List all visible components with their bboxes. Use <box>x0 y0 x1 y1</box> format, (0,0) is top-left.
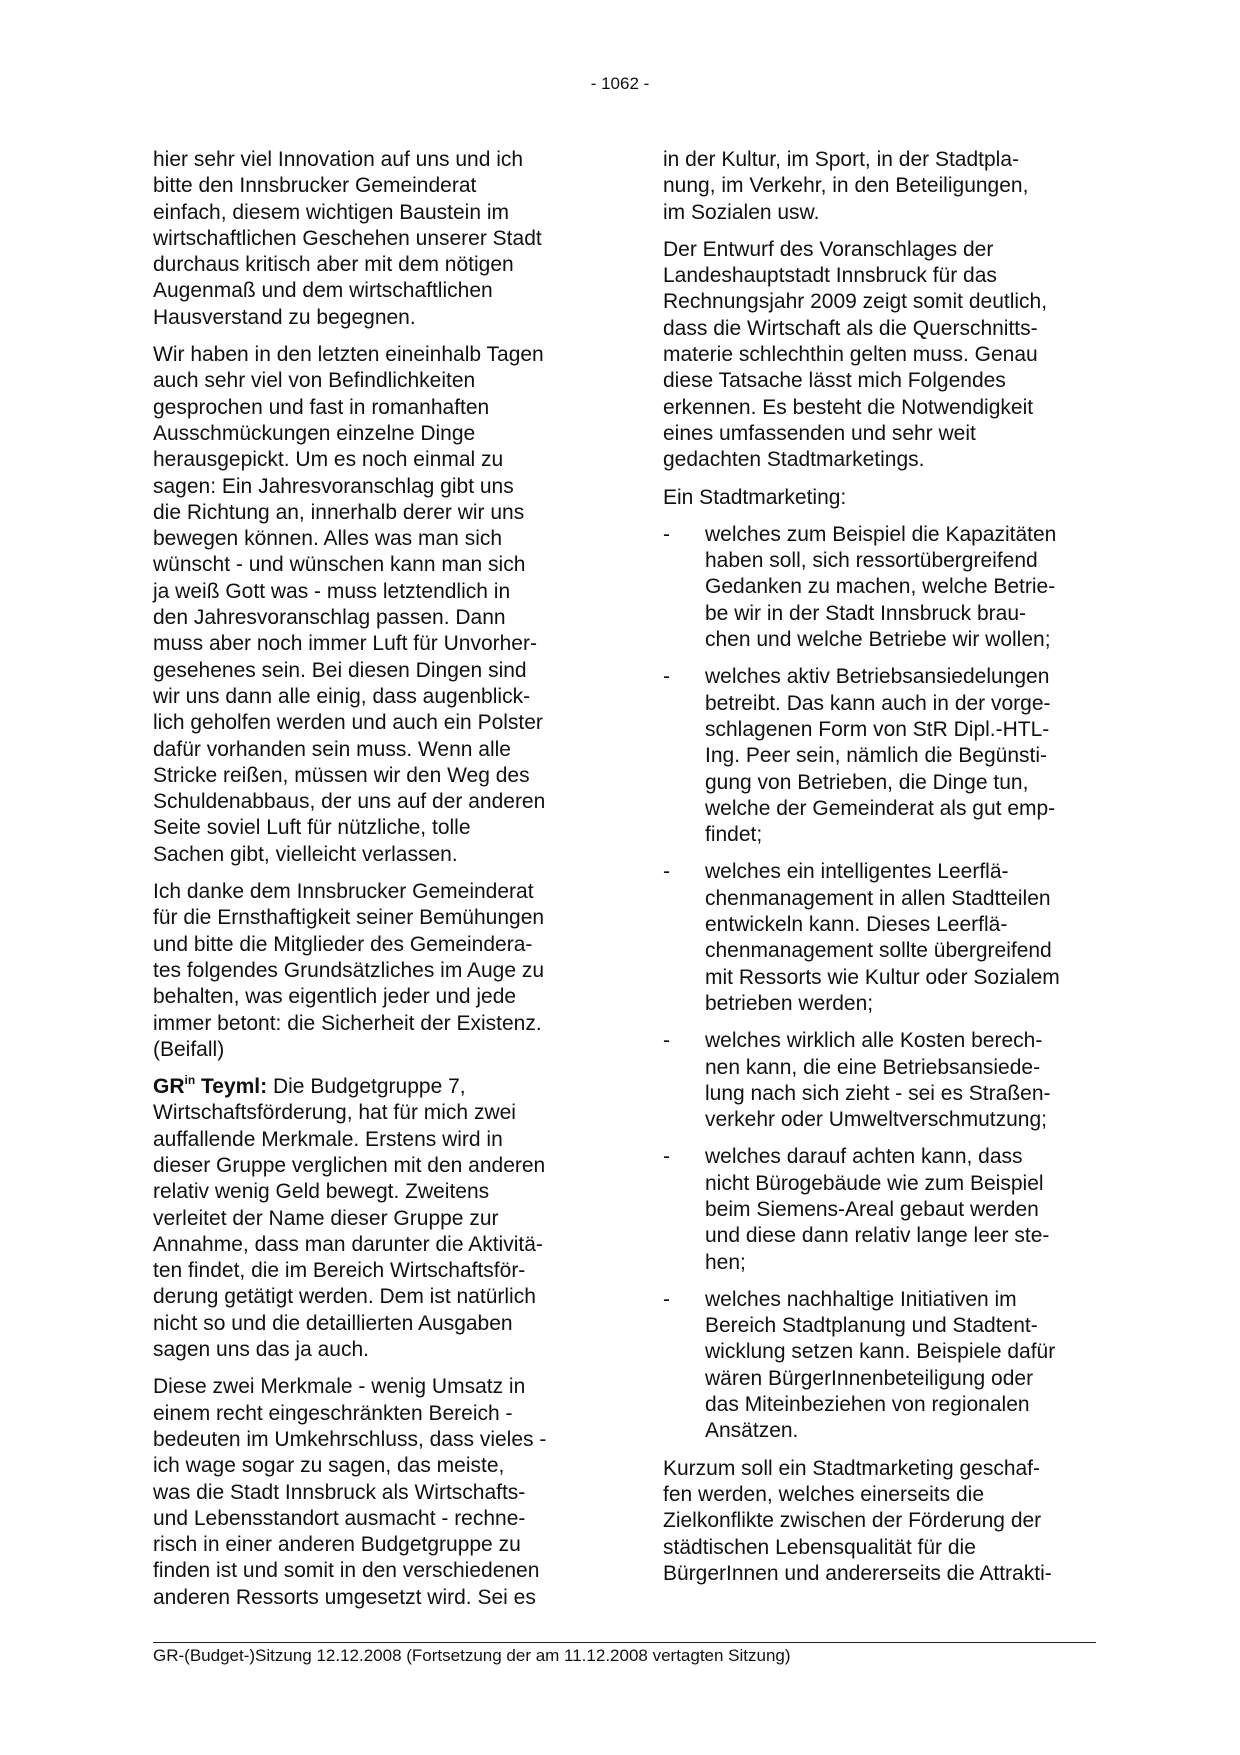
text-line: tes folgendes Grundsätzliches im Auge zu <box>153 958 545 982</box>
text-line: behalten, was eigentlich jeder und jede <box>153 985 517 1009</box>
text-line: mit Ressorts wie Kultur oder Sozialem <box>705 965 1060 989</box>
text-line: bitte den Innsbrucker Gemeinderat <box>153 174 477 198</box>
text-line: für die Ernsthaftigkeit seiner Bemühungen <box>153 906 545 930</box>
text-line: welches aktiv Betriebsansiedelungen <box>705 665 1050 689</box>
text-line: eines umfassenden und sehr weit <box>663 421 976 445</box>
text-line: be wir in der Stadt Innsbruck brau- <box>705 601 1026 625</box>
footer-divider <box>153 1642 1096 1643</box>
text-line: städtischen Lebensqualität für die <box>663 1535 976 1559</box>
stadtmarketing-list <box>663 522 1103 1445</box>
text-line: bewegen können. Alles was man sich <box>153 527 503 551</box>
text-line: nung, im Verkehr, in den Beteiligungen, <box>663 174 1029 198</box>
text-line: Ansätzen. <box>705 1419 799 1443</box>
list-dash: - <box>663 860 670 884</box>
text-line: Schuldenabbaus, der uns auf der anderen <box>153 790 546 814</box>
text-line: gung von Betrieben, die Dinge tun, <box>705 770 1029 794</box>
text-line: gesehenes sein. Bei diesen Dingen sind <box>153 658 527 682</box>
text-line: finden ist und somit in den verschiedenen <box>153 1559 540 1583</box>
text-line: Wir haben in den letzten eineinhalb Tagen <box>153 343 544 367</box>
list-dash: - <box>663 1145 670 1169</box>
text-line: bedeuten im Umkehrschluss, dass vieles - <box>153 1427 547 1451</box>
text-line: was die Stadt Innsbruck als Wirtschafts- <box>153 1480 526 1504</box>
text-line: auch sehr viel von Befindlichkeiten <box>153 369 476 393</box>
text-line: ja weiß Gott was - muss letztendlich in <box>153 579 511 603</box>
text-line: Diese zwei Merkmale - wenig Umsatz in <box>153 1375 526 1399</box>
list-dash: - <box>663 1287 670 1311</box>
paragraph-stadtmarketing-intro <box>663 485 1103 511</box>
text-line: findet; <box>705 823 763 847</box>
text-line: Stricke reißen, müssen wir den Weg des <box>153 763 530 787</box>
speaker-line <box>153 1074 591 1100</box>
text-line: dieser Gruppe verglichen mit den anderen <box>153 1153 546 1177</box>
text-line: Sachen gibt, vielleicht verlassen. <box>153 842 458 866</box>
text-line: Ein Stadtmarketing: <box>663 485 847 509</box>
list-dash: - <box>663 665 670 689</box>
text-line: und Lebensstandort ausmacht - rechne- <box>153 1506 526 1530</box>
paragraph-kultur <box>663 147 1103 226</box>
text-line: auffallende Merkmale. Erstens wird in <box>153 1127 503 1151</box>
list-item <box>663 522 1103 653</box>
paragraph-speaker-teyml <box>153 1074 591 1363</box>
text-line: welches ein intelligentes Leerflä- <box>705 860 1009 884</box>
text-line: Gedanken zu machen, welche Betrie- <box>705 575 1056 599</box>
text-line: einfach, diesem wichtigen Baustein im <box>153 200 510 224</box>
text-line: erkennen. Es besteht die Notwendigkeit <box>663 395 1034 419</box>
text-line: ten findet, die im Bereich Wirtschaftsför- <box>153 1259 526 1283</box>
text-line: nen kann, die eine Betriebsansiede- <box>705 1055 1041 1079</box>
text-line: Ausschmückungen einzelne Dinge <box>153 421 476 445</box>
text-line: einem recht eingeschränkten Bereich - <box>153 1401 513 1425</box>
text-line: hen; <box>705 1250 746 1274</box>
text-line: chenmanagement in allen Stadtteilen <box>705 886 1051 910</box>
speaker-line-rest: Die Budgetgruppe 7, <box>267 1075 466 1099</box>
text-line: Ing. Peer sein, nämlich die Begünsti- <box>705 744 1048 768</box>
speaker-prefix: GR <box>153 1075 185 1099</box>
text-line: fen werden, welches einerseits die <box>663 1482 985 1506</box>
text-line: chenmanagement sollte übergreifend <box>705 939 1052 963</box>
list-item <box>663 1028 1103 1133</box>
text-line: immer betont: die Sicherheit der Existenz. <box>153 1011 542 1035</box>
list-item <box>663 859 1103 1017</box>
text-line: nicht Bürogebäude wie zum Beispiel <box>705 1171 1044 1195</box>
list-item <box>663 1287 1103 1445</box>
text-line: Annahme, dass man darunter die Aktivitä- <box>153 1232 543 1256</box>
text-line: Landeshauptstadt Innsbruck für das <box>663 264 997 288</box>
text-line: betrieben werden; <box>705 991 874 1015</box>
text-line: relativ wenig Geld bewegt. Zweitens <box>153 1180 490 1204</box>
text-line: welches zum Beispiel die Kapazitäten <box>705 522 1057 546</box>
text-line: Rechnungsjahr 2009 zeigt somit deutlich, <box>663 290 1048 314</box>
text-line: haben soll, sich ressortübergreifend <box>705 549 1038 573</box>
text-line: verleitet der Name dieser Gruppe zur <box>153 1206 499 1230</box>
text-line: lich geholfen werden und auch ein Polster <box>153 711 543 735</box>
text-line: durchaus kritisch aber mit dem nötigen <box>153 253 514 277</box>
text-line: welches darauf achten kann, dass <box>705 1145 1023 1169</box>
footer-text: GR-(Budget-)Sitzung 12.12.2008 (Fortsetzung der am 11.12.2008 vertagten Sitzung) <box>153 1646 791 1665</box>
text-line: Bereich Stadtplanung und Stadtent- <box>705 1314 1038 1338</box>
text-line: Der Entwurf des Voranschlages der <box>663 237 994 261</box>
text-line: welches wirklich alle Kosten berech- <box>705 1029 1043 1053</box>
text-line: Zielkonflikte zwischen der Förderung der <box>663 1509 1042 1533</box>
text-line: Ich danke dem Innsbrucker Gemeinderat <box>153 880 534 904</box>
speaker-superscript: in <box>184 1073 196 1088</box>
text-line: welche der Gemeinderat als gut emp- <box>705 796 1056 820</box>
paragraph-innovation <box>153 147 591 331</box>
text-line: muss aber noch immer Luft für Unvorher- <box>153 632 537 656</box>
text-line: wirtschaftlichen Geschehen unserer Stadt <box>153 226 542 250</box>
text-line: wären BürgerInnenbeteiligung oder <box>705 1366 1034 1390</box>
text-line: Augenmaß und dem wirtschaftlichen <box>153 279 493 303</box>
text-line: gedachten Stadtmarketings. <box>663 448 925 472</box>
text-line: in der Kultur, im Sport, in der Stadtpla- <box>663 148 1020 171</box>
text-line: die Richtung an, innerhalb derer wir uns <box>153 500 525 524</box>
text-line: im Sozialen usw. <box>663 200 820 224</box>
text-line: nicht so und die detaillierten Ausgaben <box>153 1311 513 1335</box>
text-line: und diese dann relativ lange leer ste- <box>705 1224 1050 1248</box>
text-line: schlagenen Form von StR Dipl.-HTL- <box>705 717 1050 741</box>
paragraph-entwurf <box>663 237 1103 474</box>
text-line: derung getätigt werden. Dem ist natürlich <box>153 1285 536 1309</box>
text-line: herausgepickt. Um es noch einmal zu <box>153 448 504 472</box>
speaker-name <box>153 1075 267 1098</box>
text-line: materie schlechthin gelten muss. Genau <box>663 343 1038 367</box>
text-line: wünscht - und wünschen kann man sich <box>153 553 526 577</box>
paragraph-befindlichkeiten <box>153 342 591 868</box>
text-line: Wirtschaftsförderung, hat für mich zwei <box>153 1101 516 1125</box>
text-line: Hausverstand zu begegnen. <box>153 305 416 329</box>
text-line: BürgerInnen und andererseits die Attrakti- <box>663 1561 1052 1585</box>
right-column <box>663 147 1103 1598</box>
list-item <box>663 1144 1103 1275</box>
text-line: sagen: Ein Jahresvoranschlag gibt uns <box>153 474 514 498</box>
text-line: wir uns dann alle einig, dass augenblick- <box>153 684 531 708</box>
text-line: entwickeln kann. Dieses Leerflä- <box>705 913 1008 937</box>
list-item <box>663 664 1103 848</box>
paragraph-kurzum <box>663 1456 1103 1587</box>
text-line: diese Tatsache lässt mich Folgendes <box>663 369 1006 393</box>
text-line: risch in einer anderen Budgetgruppe zu <box>153 1533 521 1557</box>
text-line: Kurzum soll ein Stadtmarketing geschaf- <box>663 1456 1041 1480</box>
text-line: das Miteinbeziehen von regionalen <box>705 1393 1030 1417</box>
speaker-surname: Teyml: <box>195 1075 268 1099</box>
text-line: verkehr oder Umweltverschmutzung; <box>705 1108 1047 1132</box>
text-line: dass die Wirtschaft als die Querschnitts- <box>663 316 1038 340</box>
text-line: lung nach sich zieht - sei es Straßen- <box>705 1081 1051 1105</box>
paragraph-dank <box>153 879 591 1063</box>
text-line: betreibt. Das kann auch in der vorge- <box>705 691 1051 715</box>
list-dash: - <box>663 522 670 546</box>
text-line: beim Siemens-Areal gebaut werden <box>705 1197 1039 1221</box>
text-line: Seite soviel Luft für nützliche, tolle <box>153 816 471 840</box>
text-line: den Jahresvoranschlag passen. Dann <box>153 606 506 630</box>
list-dash: - <box>663 1029 670 1053</box>
text-line: dafür vorhanden sein muss. Wenn alle <box>153 737 511 761</box>
paragraph-merkmale <box>153 1374 591 1611</box>
text-line: (Beifall) <box>153 1037 225 1061</box>
text-line: gesprochen und fast in romanhaften <box>153 395 490 419</box>
left-column <box>153 147 591 1622</box>
text-line: hier sehr viel Innovation auf uns und ich <box>153 148 524 171</box>
text-line: welches nachhaltige Initiativen im <box>705 1287 1017 1311</box>
text-line: und bitte die Mitglieder des Gemeindera- <box>153 932 533 956</box>
page-number: - 1062 - <box>590 74 650 93</box>
text-line: ich wage sogar zu sagen, das meiste, <box>153 1454 505 1478</box>
text-line: sagen uns das ja auch. <box>153 1338 369 1362</box>
text-line: wicklung setzen kann. Beispiele dafür <box>705 1340 1056 1364</box>
text-line: chen und welche Betriebe wir wollen; <box>705 628 1051 652</box>
text-line: anderen Ressorts umgesetzt wird. Sei es <box>153 1585 536 1609</box>
